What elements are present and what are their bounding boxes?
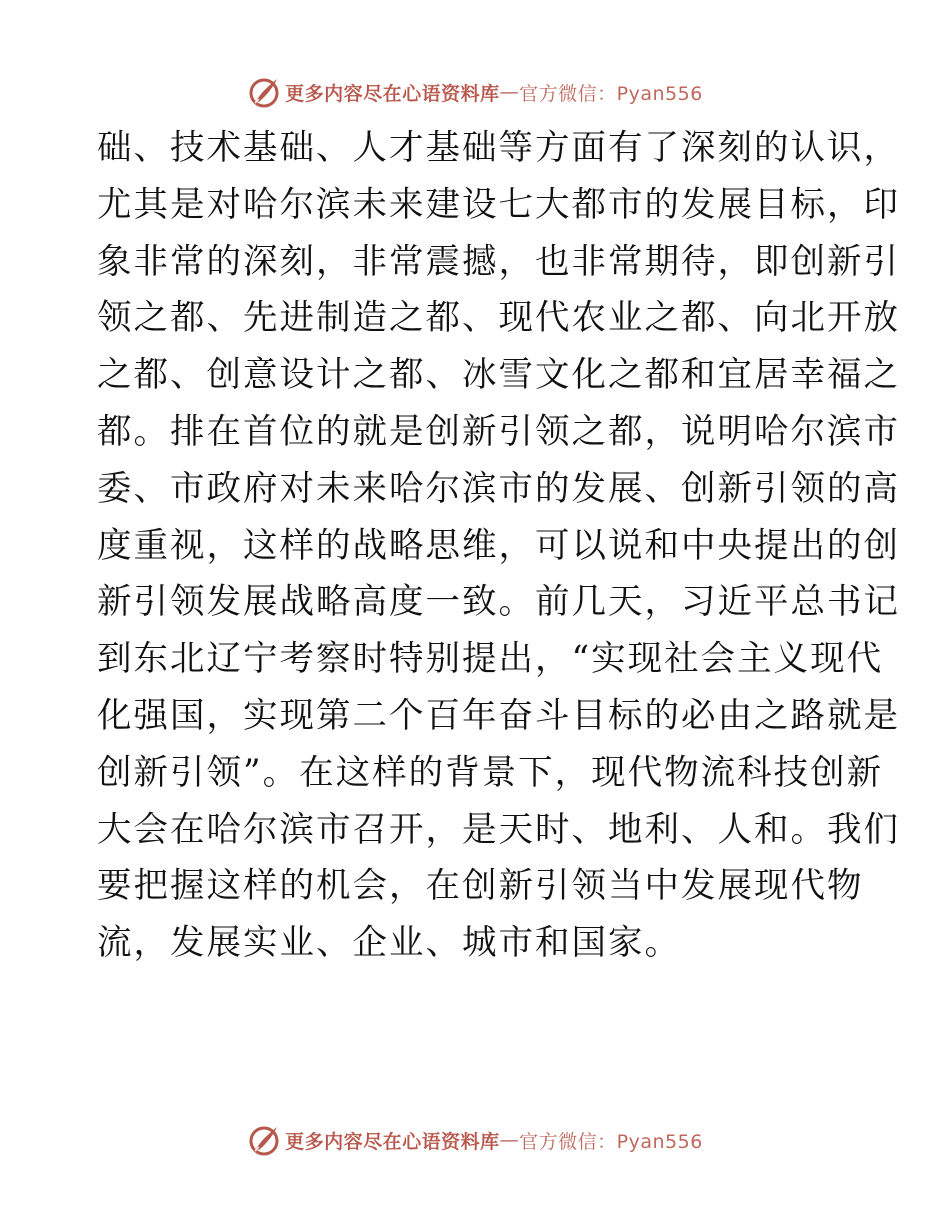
footer-banner [0,1120,950,1160]
body-line: 础、技术基础、人才基础等方面有了深刻的认识， [97,128,900,168]
document-body [97,120,900,972]
body-line: 之都、创意设计之都、冰雪文化之都和宜居幸福之 [97,355,900,396]
header-separator: — [499,81,520,103]
body-line: 化强国，实现第二个百年奋斗目标的必由之路就是 [97,695,900,736]
body-line: 新引领发展战略高度一致。前几天，习近平总书记 [97,582,900,623]
quill-pen-seal-icon [247,1123,281,1157]
body-line: 创新引领”。在这样的背景下，现代物流科技创新 [97,752,884,793]
body-line: 要把握这样的机会，在创新引领当中发展现代物 [97,866,864,907]
body-line: 尤其是对哈尔滨未来建设七大都市的发展目标，印 [97,184,900,225]
header-wechat-text: 官方微信：Pyan556 [519,82,703,105]
body-line: 流，发展实业、企业、城市和国家。 [97,923,681,964]
body-line: 都。排在首位的就是创新引领之都，说明哈尔滨市 [97,411,900,452]
body-line: 度重视，这样的战略思维，可以说和中央提出的创 [97,525,900,566]
header-brand-text: 更多内容尽在心语资料库 [285,82,500,105]
body-line: 到东北辽宁考察时特别提出，“实现社会主义现代 [97,639,884,680]
body-line: 大会在哈尔滨市召开，是天时、地利、人和。我们 [97,809,900,850]
footer-brand-text: 更多内容尽在心语资料库 [285,1130,500,1153]
body-line: 象非常的深刻，非常震撼，也非常期待，即创新引 [97,241,900,282]
header-banner [0,72,950,112]
quill-pen-seal-icon [247,75,281,109]
body-line: 领之都、先进制造之都、现代农业之都、向北开放 [97,298,900,339]
footer-wechat-text: 官方微信：Pyan556 [519,1130,703,1153]
footer-separator: — [499,1129,520,1151]
body-line: 委、市政府对未来哈尔滨市的发展、创新引领的高 [97,468,900,509]
